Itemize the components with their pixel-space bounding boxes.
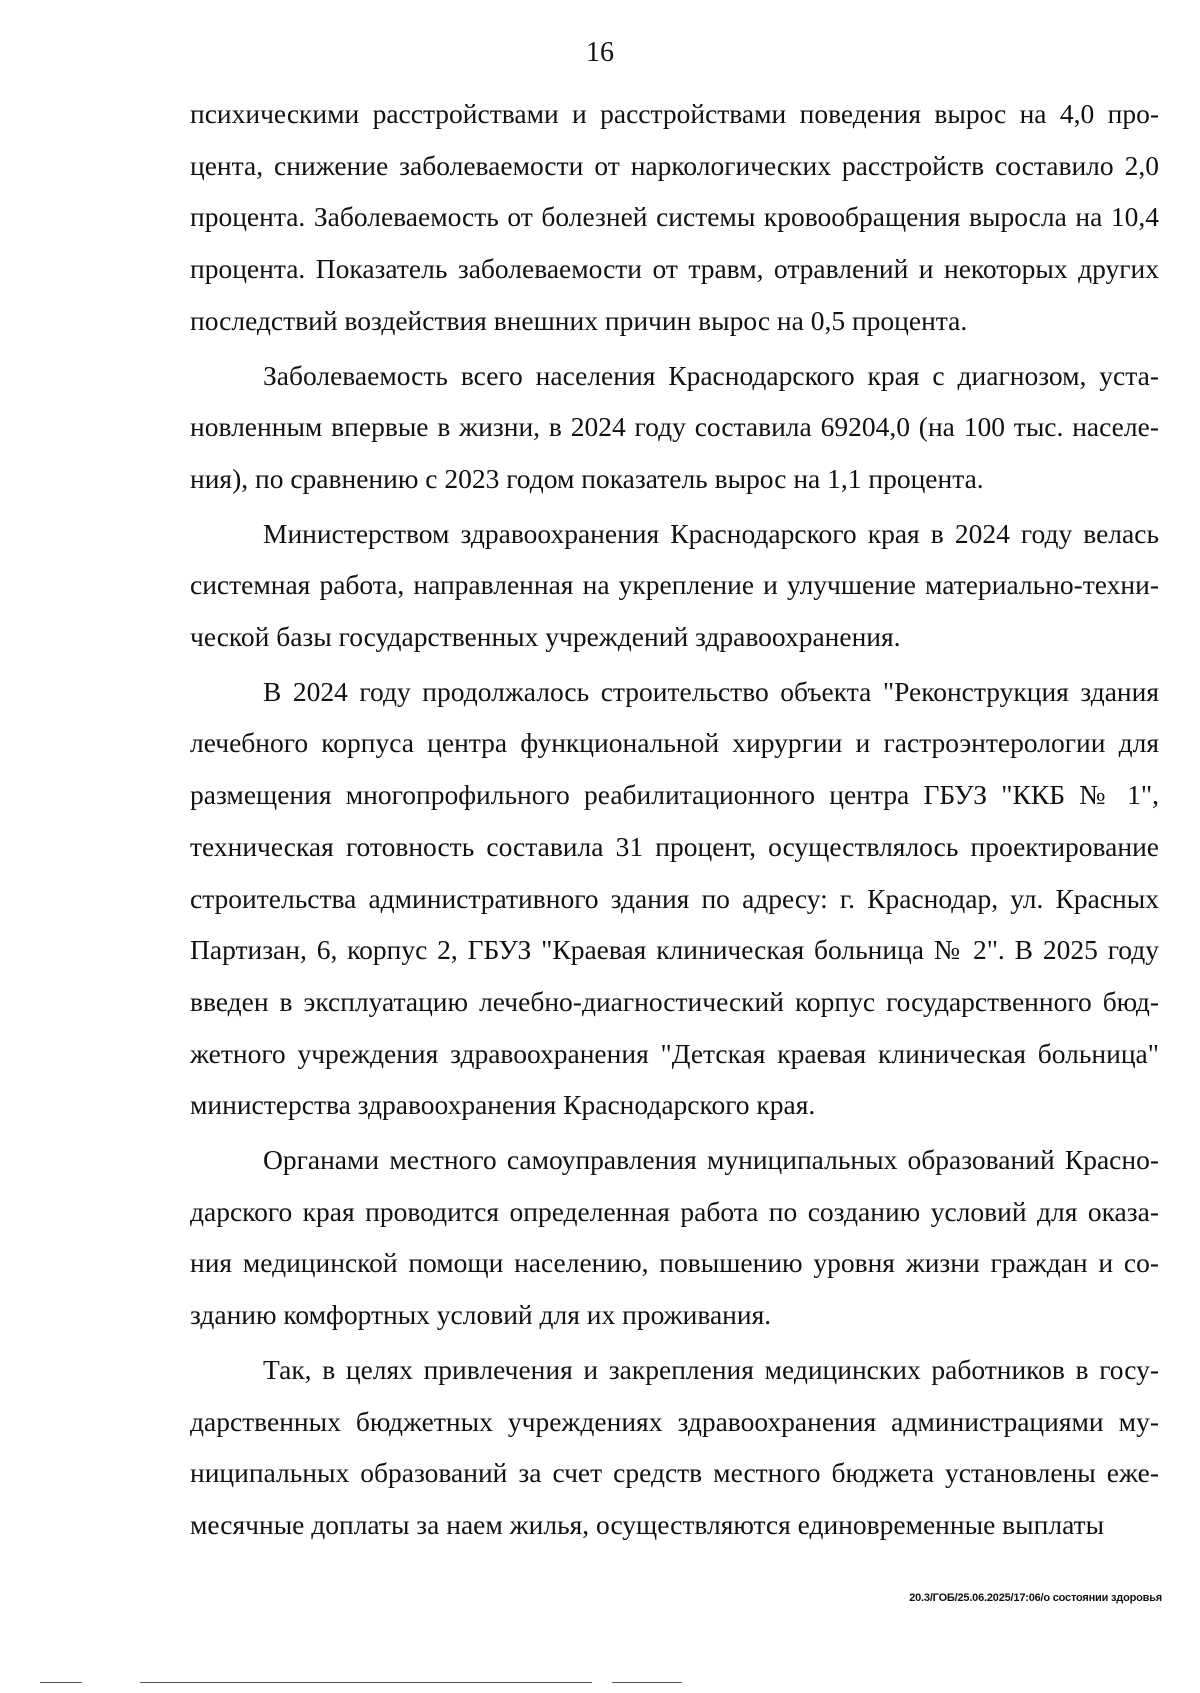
scan-edge-line-right (612, 1682, 682, 1683)
paragraph-continuation: психическими расстройствами и расстройствами поведения вырос на 4,0 процента, снижение заболеваемости от наркологических расстройств составило 2,0 процента. Заболеваемость от болезней системы кровообращения выросла на 10,4 процента. Показатель заболеваемости от травм, отравлений и некоторых других последствий воздействия внешних причин вырос на 0,5 процента. (190, 98, 1159, 336)
scan-edge-line-middle (140, 1682, 592, 1683)
paragraph-ministry-work: Министерством здравоохранения Краснодарского края в 2024 году велась системная работа, направленная на укрепление и улучшение материально-технической базы государственных учреждений здравоохранения. (190, 517, 1159, 653)
paragraph-construction: В 2024 году продолжалось строительство объекта "Реконструкция здания лечебного корпуса центра функциональной хирургии и гастроэнтерологии для размещения многопрофильного реабилитационного центра ГБУЗ "ККБ № 1", техническая готовность составила 31 процент, осуществлялось проектирование строительства административного здания по адресу: г. Краснодар, ул. Красных Партизан, 6, корпус 2, ГБУЗ "Краевая клиническая больница № 2". В 2025 году введен в эксплуатацию лечебно-диагностический корпус государственного бюджетного учреждения здравоохранения "Детская краевая клиническая больница" министерства здравоохранения Краснодарского края. (190, 675, 1159, 1121)
paragraph-morbidity: Заболеваемость всего населения Краснодарского края с диагнозом, установленным впервые в жизни, в 2024 году составила 69204,0 (на 100 тыс. населения), по сравнению с 2023 годом показатель вырос на 1,1 процента. (190, 359, 1159, 494)
page-number: 16 (586, 37, 614, 68)
scan-edge-line-left (40, 1682, 82, 1683)
document-body (190, 88, 1159, 1554)
paragraph-payments: Так, в целях привлечения и закрепления медицинских работников в государственных бюджетных учреждениях здравоохранения администрациями муниципальных образований за счет средств местного бюджета установлены ежемесячные доплаты за наем жилья, осуществляются единовременные выплаты (190, 1353, 1159, 1540)
paragraph-local-government: Органами местного самоуправления муниципальных образований Краснодарского края проводится определенная работа по созданию условий для оказания медицинской помощи населению, повышению уровня жизни граждан и созданию комфортных условий для их проживания. (190, 1144, 1159, 1331)
document-footer-code: 20.3/ГОБ/25.06.2025/17:06/о состоянии здоровья (909, 1592, 1162, 1604)
